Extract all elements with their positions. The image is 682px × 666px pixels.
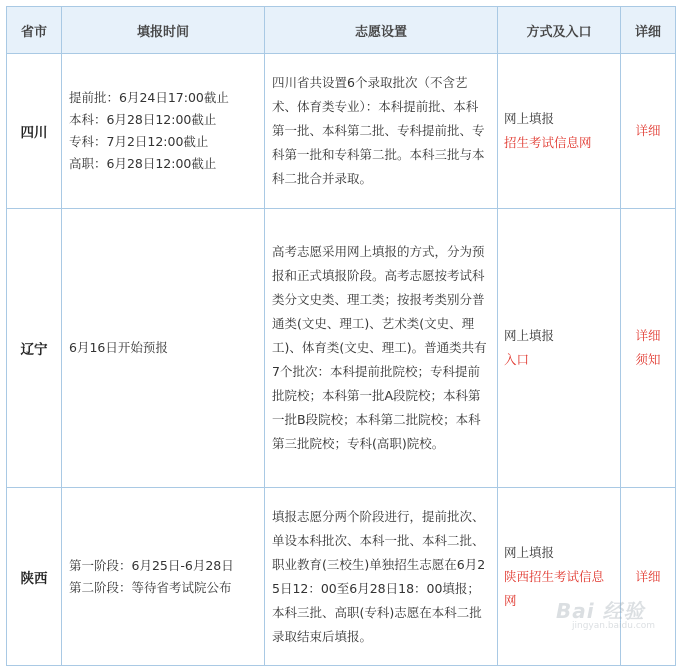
method-cell [498, 209, 621, 488]
description-text: 四川省共设置6个录取批次（不含艺术、体育类专业）：本科提前批、本科第一批、本科第二批、专科提前批、专科第一批和专科第二批。本科三批与本科二批合并录取。 [272, 75, 485, 186]
time-cell [62, 209, 265, 488]
watermark-logo: Bai 经验 [556, 599, 645, 623]
detail-cell [621, 54, 676, 209]
time-line: 高职：6月28日12:00截止 [69, 156, 217, 171]
header-setting: 志愿设置 [265, 7, 498, 54]
detail-cell [621, 488, 676, 666]
province-cell: 四川 [7, 54, 62, 209]
method-cell [498, 488, 621, 666]
description-text: 填报志愿分两个阶段进行，提前批次、单设本科批次、本科一批、本科二批、职业教育(三校生)单独招生志愿在6月25日12：00至6月28日18：00填报；本科三批、高职(专科)志愿在本科二批录取结束后填报。 [272, 508, 486, 644]
table-row [7, 54, 676, 209]
time-line: 本科：6月28日12:00截止 [69, 112, 217, 127]
method-cell [498, 54, 621, 209]
province-cell: 陕西 [7, 488, 62, 666]
enrollment-table [6, 6, 676, 666]
table-row [7, 209, 676, 488]
description-text: 高考志愿采用网上填报的方式，分为预报和正式填报阶段。高考志愿按考试科类分文史类、理工类；按报考类别分普通类(文史、理工)、艺术类(文史、理工)、体育类(文史、理工)。普通类共有7个批次：本科提前批院校；专科提前批院校；本科第一批A段院校；本科第一批B段院校；本科第二批院校；本科第三批院校；专科(高职)院校。 [272, 244, 487, 451]
method-text: 网上填报 [504, 328, 555, 343]
detail-link[interactable]: 详细 [635, 568, 661, 584]
detail-cell [621, 209, 676, 488]
time-cell [62, 488, 265, 666]
entry-link[interactable]: 入口 [504, 352, 530, 367]
notice-link[interactable]: 须知 [635, 352, 661, 367]
description-cell [265, 54, 498, 209]
time-line: 提前批：6月24日17:00截止 [69, 90, 229, 105]
time-line: 第一阶段：6月25日-6月28日 [69, 557, 234, 573]
description-cell [265, 209, 498, 488]
header-province: 省市 [7, 7, 62, 54]
entry-link[interactable]: 陕西招生考试信息网 [504, 568, 605, 608]
header-time: 填报时间 [62, 7, 265, 54]
time-line: 第二阶段：等待省考试院公布 [69, 579, 232, 595]
description-cell [265, 488, 498, 666]
entry-link[interactable]: 招生考试信息网 [504, 135, 592, 150]
method-text: 网上填报 [504, 544, 555, 560]
method-text: 网上填报 [504, 111, 555, 126]
detail-link[interactable]: 详细 [635, 123, 661, 138]
baidu-jingyan-watermark [552, 595, 672, 635]
detail-link[interactable]: 详细 [635, 328, 661, 343]
time-line: 6月16日开始预报 [69, 340, 168, 355]
watermark-url: jingyan.baidu.com [572, 621, 656, 631]
table-row [7, 488, 676, 666]
header-row [7, 7, 676, 54]
time-cell [62, 54, 265, 209]
time-line: 专科：7月2日12:00截止 [69, 134, 209, 149]
province-cell: 辽宁 [7, 209, 62, 488]
header-detail: 详细 [621, 7, 676, 54]
header-method: 方式及入口 [498, 7, 621, 54]
